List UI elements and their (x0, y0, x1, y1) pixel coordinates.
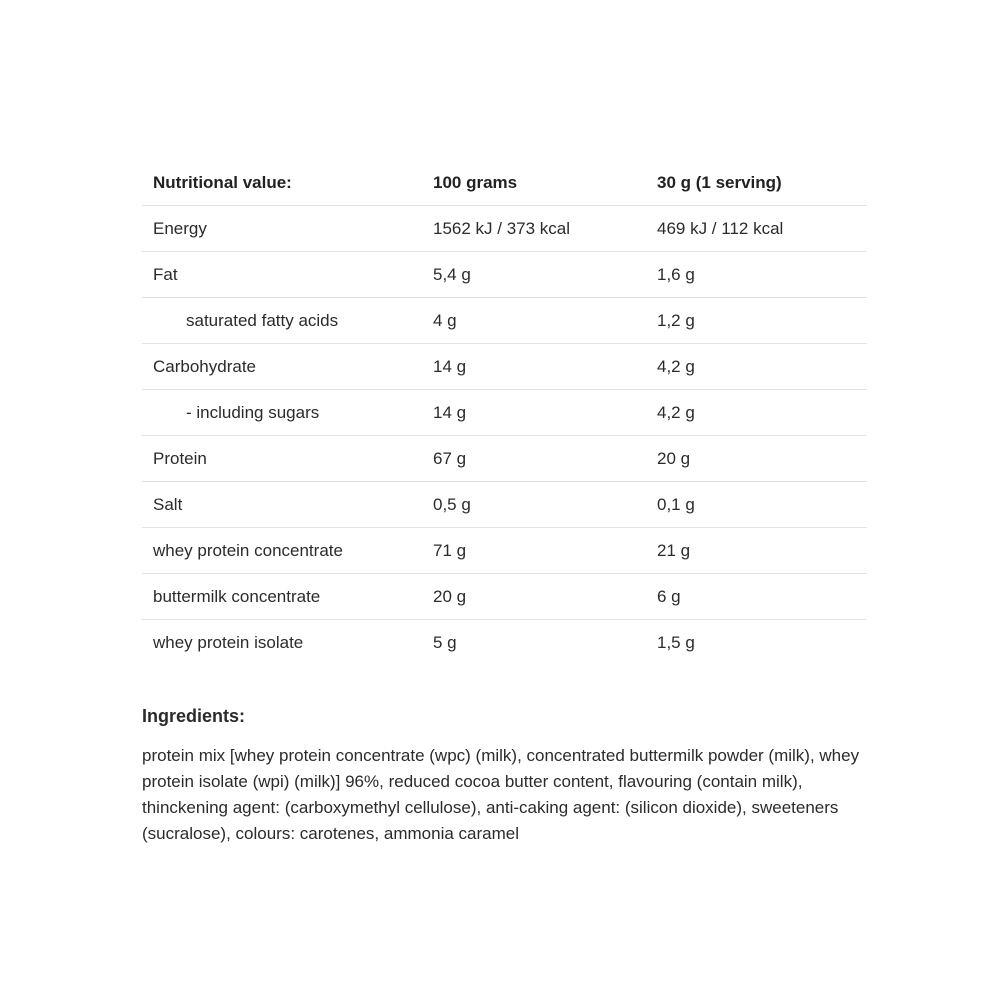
value-per-100: 5,4 g (433, 264, 471, 284)
nutrient-name: Carbohydrate (153, 356, 257, 376)
table-row (142, 436, 867, 482)
value-per-100: 14 g (433, 356, 467, 376)
ingredients-text: protein mix [whey protein concentrate (wpc) (milk), concentrated buttermilk powder (milk), whey protein isolate (wpi) (milk)] 96%, reduced cocoa butter content, flavouring (contain milk), thinckening agent: (carboxymethyl cellulose), anti-caking agent: (silicon dioxide), sweeteners (sucralose), colours: carotenes, ammonia caramel (142, 746, 860, 843)
header-per-serving: 30 g (1 serving) (657, 172, 782, 192)
value-per-100: 20 g (433, 586, 467, 606)
table-row (142, 252, 867, 298)
nutrient-name: whey protein concentrate (153, 540, 343, 560)
nutrition-table (142, 160, 867, 666)
nutrient-name: saturated fatty acids (186, 310, 339, 330)
nutrient-name: Salt (153, 494, 183, 514)
ingredients-section (142, 706, 862, 847)
nutrient-name: Fat (153, 264, 178, 284)
value-per-100: 1562 kJ / 373 kcal (433, 218, 571, 238)
value-per-serving: 4,2 g (657, 402, 695, 422)
nutrition-header-row (142, 160, 867, 206)
nutrient-name: buttermilk concentrate (153, 586, 321, 606)
header-per-100: 100 grams (433, 172, 518, 192)
table-row (142, 344, 867, 390)
value-per-serving: 21 g (657, 540, 691, 560)
value-per-serving: 4,2 g (657, 356, 695, 376)
nutrient-name: Energy (153, 218, 207, 238)
value-per-serving: 1,2 g (657, 310, 695, 330)
table-row (142, 206, 867, 252)
value-per-serving: 6 g (657, 586, 681, 606)
header-label: Nutritional value: (153, 172, 292, 192)
nutrient-name: Protein (153, 448, 207, 468)
table-row (142, 620, 867, 666)
value-per-serving: 469 kJ / 112 kcal (657, 218, 784, 238)
value-per-serving: 1,6 g (657, 264, 695, 284)
value-per-serving: 0,1 g (657, 494, 695, 514)
table-row (142, 482, 867, 528)
table-row (142, 574, 867, 620)
value-per-100: 14 g (433, 402, 467, 422)
value-per-serving: 20 g (657, 448, 691, 468)
table-row (142, 390, 867, 436)
table-row (142, 528, 867, 574)
value-per-100: 4 g (433, 310, 457, 330)
value-per-100: 67 g (433, 448, 467, 468)
value-per-serving: 1,5 g (657, 633, 695, 652)
value-per-100: 71 g (433, 540, 467, 560)
ingredients-title: Ingredients: (142, 706, 246, 726)
nutrient-name: - including sugars (186, 402, 320, 422)
value-per-100: 5 g (433, 633, 457, 652)
table-row (142, 298, 867, 344)
nutrient-name: whey protein isolate (153, 633, 304, 652)
value-per-100: 0,5 g (433, 494, 471, 514)
